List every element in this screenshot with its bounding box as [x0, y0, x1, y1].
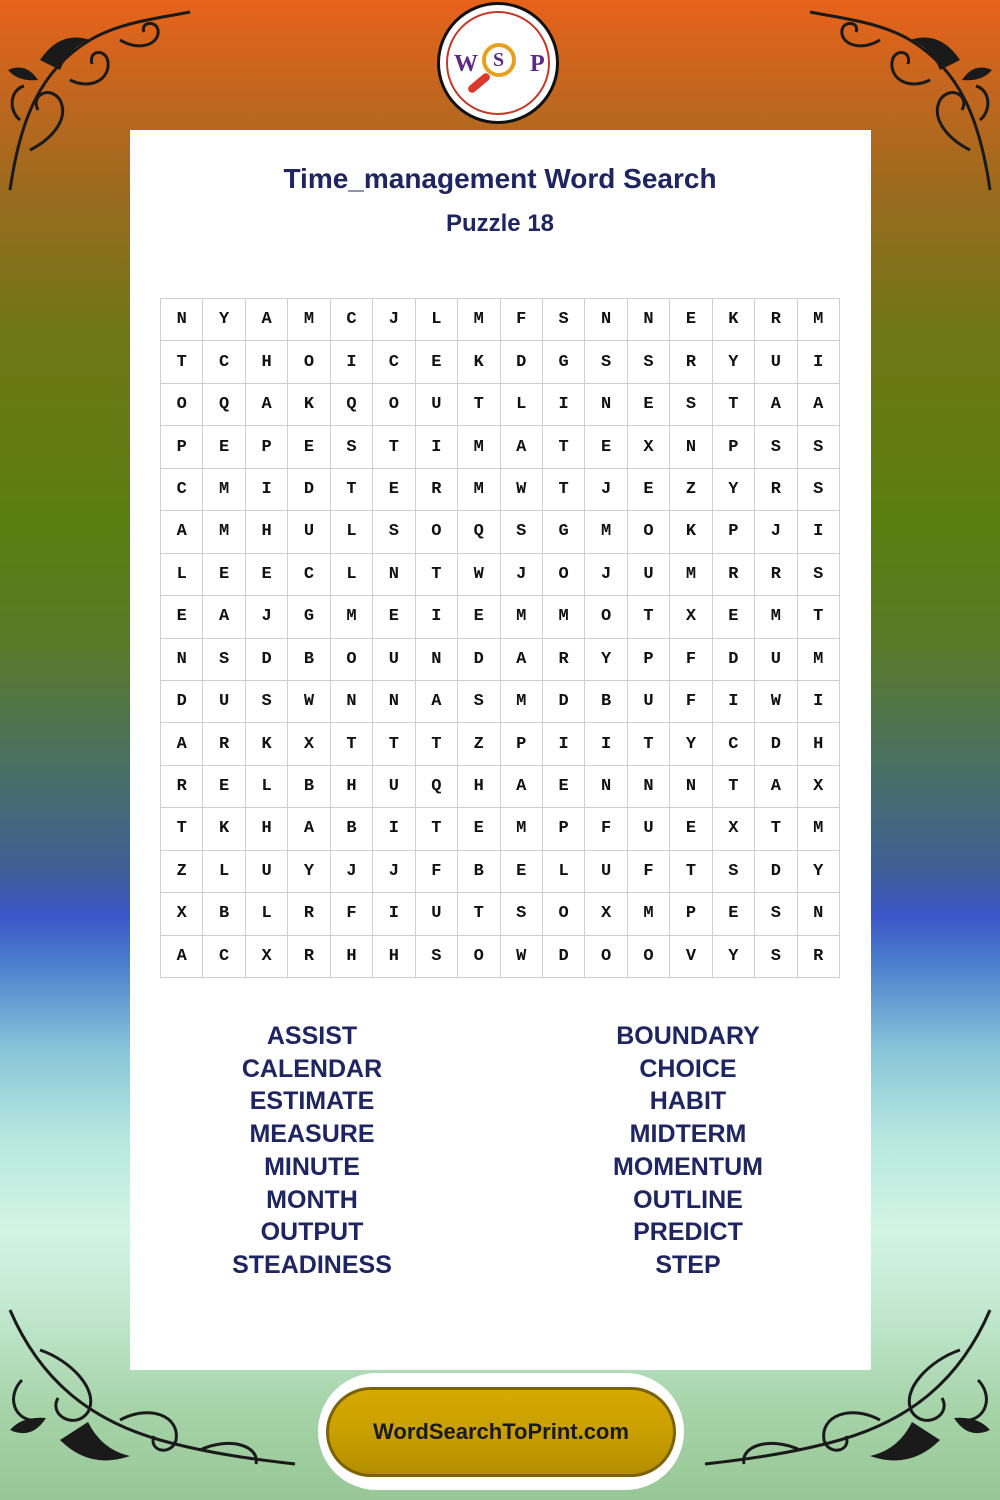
word-item: ASSIST — [266, 1022, 358, 1050]
grid-cell[interactable]: H — [458, 766, 500, 808]
site-logo[interactable] — [437, 2, 559, 124]
grid-cell[interactable]: B — [288, 639, 330, 681]
grid-cell[interactable]: O — [543, 554, 585, 596]
grid-cell[interactable]: A — [246, 384, 288, 426]
grid-cell[interactable]: P — [670, 893, 712, 935]
word-item: OUTLINE — [633, 1185, 743, 1214]
grid-cell[interactable]: M — [501, 808, 543, 850]
grid-cell[interactable]: R — [670, 341, 712, 383]
grid-cell[interactable]: U — [628, 808, 670, 850]
grid-cell[interactable]: B — [585, 681, 627, 723]
grid-cell[interactable]: O — [458, 936, 500, 978]
grid-cell[interactable]: T — [331, 723, 373, 765]
grid-cell[interactable]: S — [713, 851, 755, 893]
grid-cell[interactable]: J — [585, 469, 627, 511]
grid-cell[interactable]: I — [331, 341, 373, 383]
grid-cell[interactable]: E — [713, 596, 755, 638]
grid-cell[interactable]: S — [798, 469, 840, 511]
grid-cell[interactable]: R — [288, 936, 330, 978]
grid-cell[interactable]: M — [798, 808, 840, 850]
grid-cell[interactable]: I — [416, 596, 458, 638]
grid-cell[interactable]: A — [161, 936, 203, 978]
grid-cell[interactable]: D — [501, 341, 543, 383]
grid-cell[interactable]: F — [331, 893, 373, 935]
grid-cell[interactable]: P — [713, 426, 755, 468]
grid-cell[interactable]: U — [755, 639, 797, 681]
grid-cell[interactable]: A — [161, 511, 203, 553]
grid-cell[interactable]: E — [501, 851, 543, 893]
grid-cell[interactable]: B — [203, 893, 245, 935]
grid-cell[interactable]: R — [798, 936, 840, 978]
grid-cell[interactable]: W — [501, 936, 543, 978]
grid-cell[interactable]: W — [501, 469, 543, 511]
grid-cell[interactable]: R — [161, 766, 203, 808]
word-item: BOUNDARY — [616, 1022, 760, 1050]
grid-cell[interactable]: E — [246, 554, 288, 596]
logo-letter-w: W — [454, 51, 478, 77]
grid-cell[interactable]: W — [458, 554, 500, 596]
word-item: HABIT — [649, 1087, 727, 1116]
grid-cell[interactable]: P — [543, 808, 585, 850]
grid-cell[interactable]: M — [288, 299, 330, 341]
grid-cell[interactable]: M — [203, 469, 245, 511]
grid-cell[interactable]: N — [670, 426, 712, 468]
grid-cell[interactable]: N — [628, 766, 670, 808]
grid-cell[interactable]: I — [373, 808, 415, 850]
grid-cell[interactable]: J — [501, 554, 543, 596]
grid-cell[interactable]: X — [798, 766, 840, 808]
grid-cell[interactable]: E — [670, 299, 712, 341]
grid-cell[interactable]: I — [543, 384, 585, 426]
grid-cell[interactable]: R — [543, 639, 585, 681]
grid-cell[interactable]: S — [543, 299, 585, 341]
grid-cell[interactable]: E — [628, 469, 670, 511]
grid-cell[interactable]: H — [373, 936, 415, 978]
grid-cell[interactable]: J — [246, 596, 288, 638]
grid-cell[interactable]: P — [628, 639, 670, 681]
grid-cell[interactable]: S — [755, 426, 797, 468]
grid-cell[interactable]: N — [670, 766, 712, 808]
grid-cell[interactable]: V — [670, 936, 712, 978]
grid-cell[interactable]: Y — [670, 723, 712, 765]
grid-cell[interactable]: P — [501, 723, 543, 765]
grid-cell[interactable]: Y — [585, 639, 627, 681]
grid-cell[interactable]: O — [585, 596, 627, 638]
grid-cell[interactable]: Z — [161, 851, 203, 893]
grid-cell[interactable]: T — [458, 893, 500, 935]
grid-cell[interactable]: T — [628, 723, 670, 765]
grid-cell[interactable]: A — [203, 596, 245, 638]
logo-letter-s: S — [493, 49, 505, 71]
grid-cell[interactable]: I — [585, 723, 627, 765]
grid-cell[interactable]: Q — [416, 766, 458, 808]
word-item: MINUTE — [264, 1152, 360, 1181]
grid-cell[interactable]: A — [416, 681, 458, 723]
grid-cell[interactable]: N — [161, 299, 203, 341]
word-item: STEP — [655, 1250, 721, 1279]
logo-letter-p: P — [530, 51, 545, 77]
grid-cell[interactable]: T — [161, 808, 203, 850]
grid-cell[interactable]: F — [628, 851, 670, 893]
grid-cell[interactable]: N — [331, 681, 373, 723]
grid-cell[interactable]: N — [585, 766, 627, 808]
grid-cell[interactable]: Y — [713, 936, 755, 978]
word-item: OUTPUT — [260, 1218, 364, 1247]
grid-cell[interactable]: D — [713, 639, 755, 681]
grid-cell[interactable]: M — [203, 511, 245, 553]
grid-cell[interactable]: O — [161, 384, 203, 426]
grid-cell[interactable]: W — [288, 681, 330, 723]
grid-cell[interactable]: M — [458, 469, 500, 511]
grid-cell[interactable]: A — [161, 723, 203, 765]
grid-cell[interactable]: R — [416, 469, 458, 511]
grid-cell[interactable]: L — [331, 511, 373, 553]
grid-cell[interactable]: E — [373, 469, 415, 511]
word-item: STEADINESS — [232, 1250, 392, 1279]
grid-cell[interactable]: E — [458, 808, 500, 850]
grid-cell[interactable]: E — [543, 766, 585, 808]
grid-cell[interactable]: N — [373, 681, 415, 723]
grid-cell[interactable]: U — [416, 893, 458, 935]
grid-cell[interactable]: S — [628, 341, 670, 383]
grid-cell[interactable]: Q — [458, 511, 500, 553]
letter-grid[interactable] — [160, 298, 840, 978]
grid-cell[interactable]: T — [161, 341, 203, 383]
grid-cell[interactable]: S — [203, 639, 245, 681]
grid-cell[interactable]: R — [755, 299, 797, 341]
grid-cell[interactable]: L — [203, 851, 245, 893]
grid-cell[interactable]: R — [288, 893, 330, 935]
grid-cell[interactable]: T — [543, 426, 585, 468]
grid-cell[interactable]: A — [755, 384, 797, 426]
site-link-label: WordSearchToPrint.com — [373, 1419, 629, 1444]
grid-cell[interactable]: S — [331, 426, 373, 468]
grid-cell[interactable]: U — [373, 766, 415, 808]
grid-cell[interactable]: U — [373, 639, 415, 681]
grid-cell[interactable]: M — [755, 596, 797, 638]
grid-cell[interactable]: Q — [203, 384, 245, 426]
grid-cell[interactable]: T — [798, 596, 840, 638]
grid-cell[interactable]: S — [416, 936, 458, 978]
grid-cell[interactable]: T — [373, 723, 415, 765]
grid-cell[interactable]: Y — [713, 341, 755, 383]
grid-cell[interactable]: A — [755, 766, 797, 808]
grid-cell[interactable]: T — [543, 469, 585, 511]
grid-cell[interactable]: D — [161, 681, 203, 723]
grid-cell[interactable]: O — [288, 341, 330, 383]
grid-cell[interactable]: T — [458, 384, 500, 426]
page-title: Time_management Word Search — [283, 163, 717, 194]
grid-cell[interactable]: F — [416, 851, 458, 893]
grid-cell[interactable]: M — [798, 299, 840, 341]
grid-cell[interactable]: O — [416, 511, 458, 553]
grid-cell[interactable]: J — [373, 851, 415, 893]
grid-cell[interactable]: I — [798, 341, 840, 383]
grid-cell[interactable]: P — [246, 426, 288, 468]
grid-cell[interactable]: O — [331, 639, 373, 681]
grid-cell[interactable]: S — [501, 511, 543, 553]
grid-cell[interactable]: Z — [458, 723, 500, 765]
grid-cell[interactable]: C — [203, 341, 245, 383]
grid-cell[interactable]: S — [246, 681, 288, 723]
grid-cell[interactable]: M — [670, 554, 712, 596]
grid-cell[interactable]: B — [288, 766, 330, 808]
grid-cell[interactable]: T — [331, 469, 373, 511]
grid-cell[interactable]: N — [585, 384, 627, 426]
grid-cell[interactable]: D — [543, 936, 585, 978]
grid-cell[interactable]: W — [755, 681, 797, 723]
grid-cell[interactable]: I — [246, 469, 288, 511]
grid-cell[interactable]: E — [670, 808, 712, 850]
grid-cell[interactable]: N — [628, 299, 670, 341]
grid-cell[interactable]: A — [501, 639, 543, 681]
grid-cell[interactable]: X — [288, 723, 330, 765]
grid-cell[interactable]: F — [501, 299, 543, 341]
grid-cell[interactable]: O — [543, 893, 585, 935]
grid-cell[interactable]: U — [628, 681, 670, 723]
grid-cell[interactable]: M — [585, 511, 627, 553]
grid-cell[interactable]: S — [670, 384, 712, 426]
grid-cell[interactable]: O — [628, 936, 670, 978]
grid-cell[interactable]: M — [628, 893, 670, 935]
grid-cell[interactable]: U — [755, 341, 797, 383]
grid-cell[interactable]: E — [373, 596, 415, 638]
grid-cell[interactable]: E — [203, 554, 245, 596]
grid-cell[interactable]: R — [203, 723, 245, 765]
grid-cell[interactable]: U — [288, 511, 330, 553]
word-item: PREDICT — [633, 1218, 743, 1247]
grid-cell[interactable]: E — [203, 766, 245, 808]
grid-cell[interactable]: L — [161, 554, 203, 596]
grid-cell[interactable]: Y — [288, 851, 330, 893]
grid-cell[interactable]: E — [203, 426, 245, 468]
grid-cell[interactable]: Y — [798, 851, 840, 893]
grid-cell[interactable]: D — [288, 469, 330, 511]
grid-cell[interactable]: S — [798, 554, 840, 596]
word-item: CALENDAR — [241, 1054, 383, 1083]
grid-cell[interactable]: U — [416, 384, 458, 426]
grid-cell[interactable]: A — [288, 808, 330, 850]
grid-cell[interactable]: H — [246, 511, 288, 553]
grid-cell[interactable]: B — [458, 851, 500, 893]
puzzle-number: Puzzle 18 — [445, 210, 555, 237]
grid-cell[interactable]: A — [501, 426, 543, 468]
grid-cell[interactable]: U — [628, 554, 670, 596]
grid-cell[interactable]: C — [713, 723, 755, 765]
grid-cell[interactable]: X — [713, 808, 755, 850]
grid-cell[interactable]: F — [670, 681, 712, 723]
grid-cell[interactable]: L — [331, 554, 373, 596]
grid-cell[interactable]: G — [288, 596, 330, 638]
grid-cell[interactable]: E — [458, 596, 500, 638]
grid-cell[interactable]: U — [203, 681, 245, 723]
grid-cell[interactable]: N — [585, 299, 627, 341]
grid-cell[interactable]: K — [713, 299, 755, 341]
grid-cell[interactable]: D — [755, 851, 797, 893]
grid-cell[interactable]: L — [246, 766, 288, 808]
grid-cell[interactable]: L — [246, 893, 288, 935]
word-item: MIDTERM — [629, 1120, 747, 1149]
grid-cell[interactable]: X — [246, 936, 288, 978]
grid-cell[interactable]: K — [203, 808, 245, 850]
grid-cell[interactable]: T — [416, 554, 458, 596]
grid-cell[interactable]: T — [670, 851, 712, 893]
grid-cell[interactable]: T — [628, 596, 670, 638]
grid-cell[interactable]: E — [161, 596, 203, 638]
grid-cell[interactable]: X — [670, 596, 712, 638]
grid-cell[interactable]: J — [373, 299, 415, 341]
grid-cell[interactable]: I — [798, 511, 840, 553]
grid-cell[interactable]: C — [373, 341, 415, 383]
grid-cell[interactable]: C — [161, 469, 203, 511]
grid-cell[interactable]: A — [246, 299, 288, 341]
grid-cell[interactable]: S — [798, 426, 840, 468]
grid-cell[interactable]: T — [416, 808, 458, 850]
grid-cell[interactable]: N — [798, 893, 840, 935]
grid-cell[interactable]: K — [670, 511, 712, 553]
grid-cell[interactable]: K — [458, 341, 500, 383]
grid-cell[interactable]: R — [755, 469, 797, 511]
grid-cell[interactable]: C — [288, 554, 330, 596]
grid-cell[interactable]: S — [585, 341, 627, 383]
grid-cell[interactable]: L — [543, 851, 585, 893]
grid-cell[interactable]: T — [416, 723, 458, 765]
grid-cell[interactable]: U — [585, 851, 627, 893]
grid-cell[interactable]: H — [246, 808, 288, 850]
grid-cell[interactable]: C — [331, 299, 373, 341]
word-list-right — [538, 1020, 838, 1282]
grid-cell[interactable]: G — [543, 511, 585, 553]
grid-cell[interactable]: X — [161, 893, 203, 935]
grid-cell[interactable]: S — [458, 681, 500, 723]
grid-cell[interactable]: H — [246, 341, 288, 383]
grid-cell[interactable]: T — [755, 808, 797, 850]
grid-cell[interactable]: A — [501, 766, 543, 808]
word-item: ESTIMATE — [249, 1087, 375, 1116]
grid-cell[interactable]: M — [501, 681, 543, 723]
grid-cell[interactable]: D — [543, 681, 585, 723]
grid-cell[interactable]: I — [543, 723, 585, 765]
grid-cell[interactable]: M — [501, 596, 543, 638]
word-item: MONTH — [266, 1185, 358, 1214]
grid-cell[interactable]: C — [203, 936, 245, 978]
grid-cell[interactable]: O — [585, 936, 627, 978]
grid-cell[interactable]: Y — [713, 469, 755, 511]
grid-cell[interactable]: I — [416, 426, 458, 468]
grid-cell[interactable]: N — [161, 639, 203, 681]
grid-cell[interactable]: M — [458, 426, 500, 468]
grid-cell[interactable]: Z — [670, 469, 712, 511]
grid-cell[interactable]: T — [373, 426, 415, 468]
grid-cell[interactable]: R — [713, 554, 755, 596]
grid-cell[interactable]: L — [501, 384, 543, 426]
grid-cell[interactable]: R — [755, 554, 797, 596]
grid-cell[interactable]: X — [585, 893, 627, 935]
grid-cell[interactable]: S — [373, 511, 415, 553]
grid-cell[interactable]: E — [416, 341, 458, 383]
grid-cell[interactable]: E — [288, 426, 330, 468]
grid-cell[interactable]: M — [543, 596, 585, 638]
grid-cell[interactable]: I — [798, 681, 840, 723]
grid-cell[interactable]: Y — [203, 299, 245, 341]
grid-cell[interactable]: D — [755, 723, 797, 765]
word-item: CHOICE — [639, 1054, 737, 1083]
grid-cell[interactable]: J — [331, 851, 373, 893]
grid-cell[interactable]: S — [755, 893, 797, 935]
grid-cell[interactable]: O — [373, 384, 415, 426]
grid-cell[interactable]: I — [373, 893, 415, 935]
grid-cell[interactable]: S — [755, 936, 797, 978]
grid-cell[interactable]: U — [246, 851, 288, 893]
grid-cell[interactable]: F — [585, 808, 627, 850]
grid-cell[interactable]: L — [416, 299, 458, 341]
word-list-left — [162, 1020, 462, 1282]
grid-cell[interactable]: P — [161, 426, 203, 468]
grid-cell[interactable]: M — [331, 596, 373, 638]
grid-cell[interactable]: S — [501, 893, 543, 935]
grid-cell[interactable]: Q — [331, 384, 373, 426]
grid-cell[interactable]: T — [713, 384, 755, 426]
grid-cell[interactable]: O — [628, 511, 670, 553]
grid-cell[interactable]: N — [416, 639, 458, 681]
grid-cell[interactable]: H — [798, 723, 840, 765]
site-link-pill[interactable] — [326, 1387, 676, 1477]
grid-cell[interactable]: E — [585, 426, 627, 468]
grid-cell[interactable]: B — [331, 808, 373, 850]
grid-cell[interactable]: D — [458, 639, 500, 681]
grid-cell[interactable]: E — [713, 893, 755, 935]
grid-cell[interactable]: H — [331, 766, 373, 808]
grid-cell[interactable]: T — [713, 766, 755, 808]
site-link-button[interactable] — [318, 1373, 684, 1490]
grid-cell[interactable]: M — [458, 299, 500, 341]
grid-cell[interactable]: A — [798, 384, 840, 426]
grid-cell[interactable]: G — [543, 341, 585, 383]
grid-cell[interactable]: E — [628, 384, 670, 426]
grid-cell[interactable]: N — [373, 554, 415, 596]
grid-cell[interactable]: X — [628, 426, 670, 468]
word-item: MOMENTUM — [613, 1152, 763, 1181]
grid-cell[interactable]: D — [246, 639, 288, 681]
grid-cell[interactable]: M — [798, 639, 840, 681]
grid-cell[interactable]: P — [713, 511, 755, 553]
grid-cell[interactable]: F — [670, 639, 712, 681]
word-item: MEASURE — [249, 1120, 375, 1149]
grid-cell[interactable]: J — [585, 554, 627, 596]
grid-cell[interactable]: H — [331, 936, 373, 978]
grid-cell[interactable]: K — [288, 384, 330, 426]
grid-cell[interactable]: K — [246, 723, 288, 765]
grid-cell[interactable]: J — [755, 511, 797, 553]
grid-cell[interactable]: I — [713, 681, 755, 723]
